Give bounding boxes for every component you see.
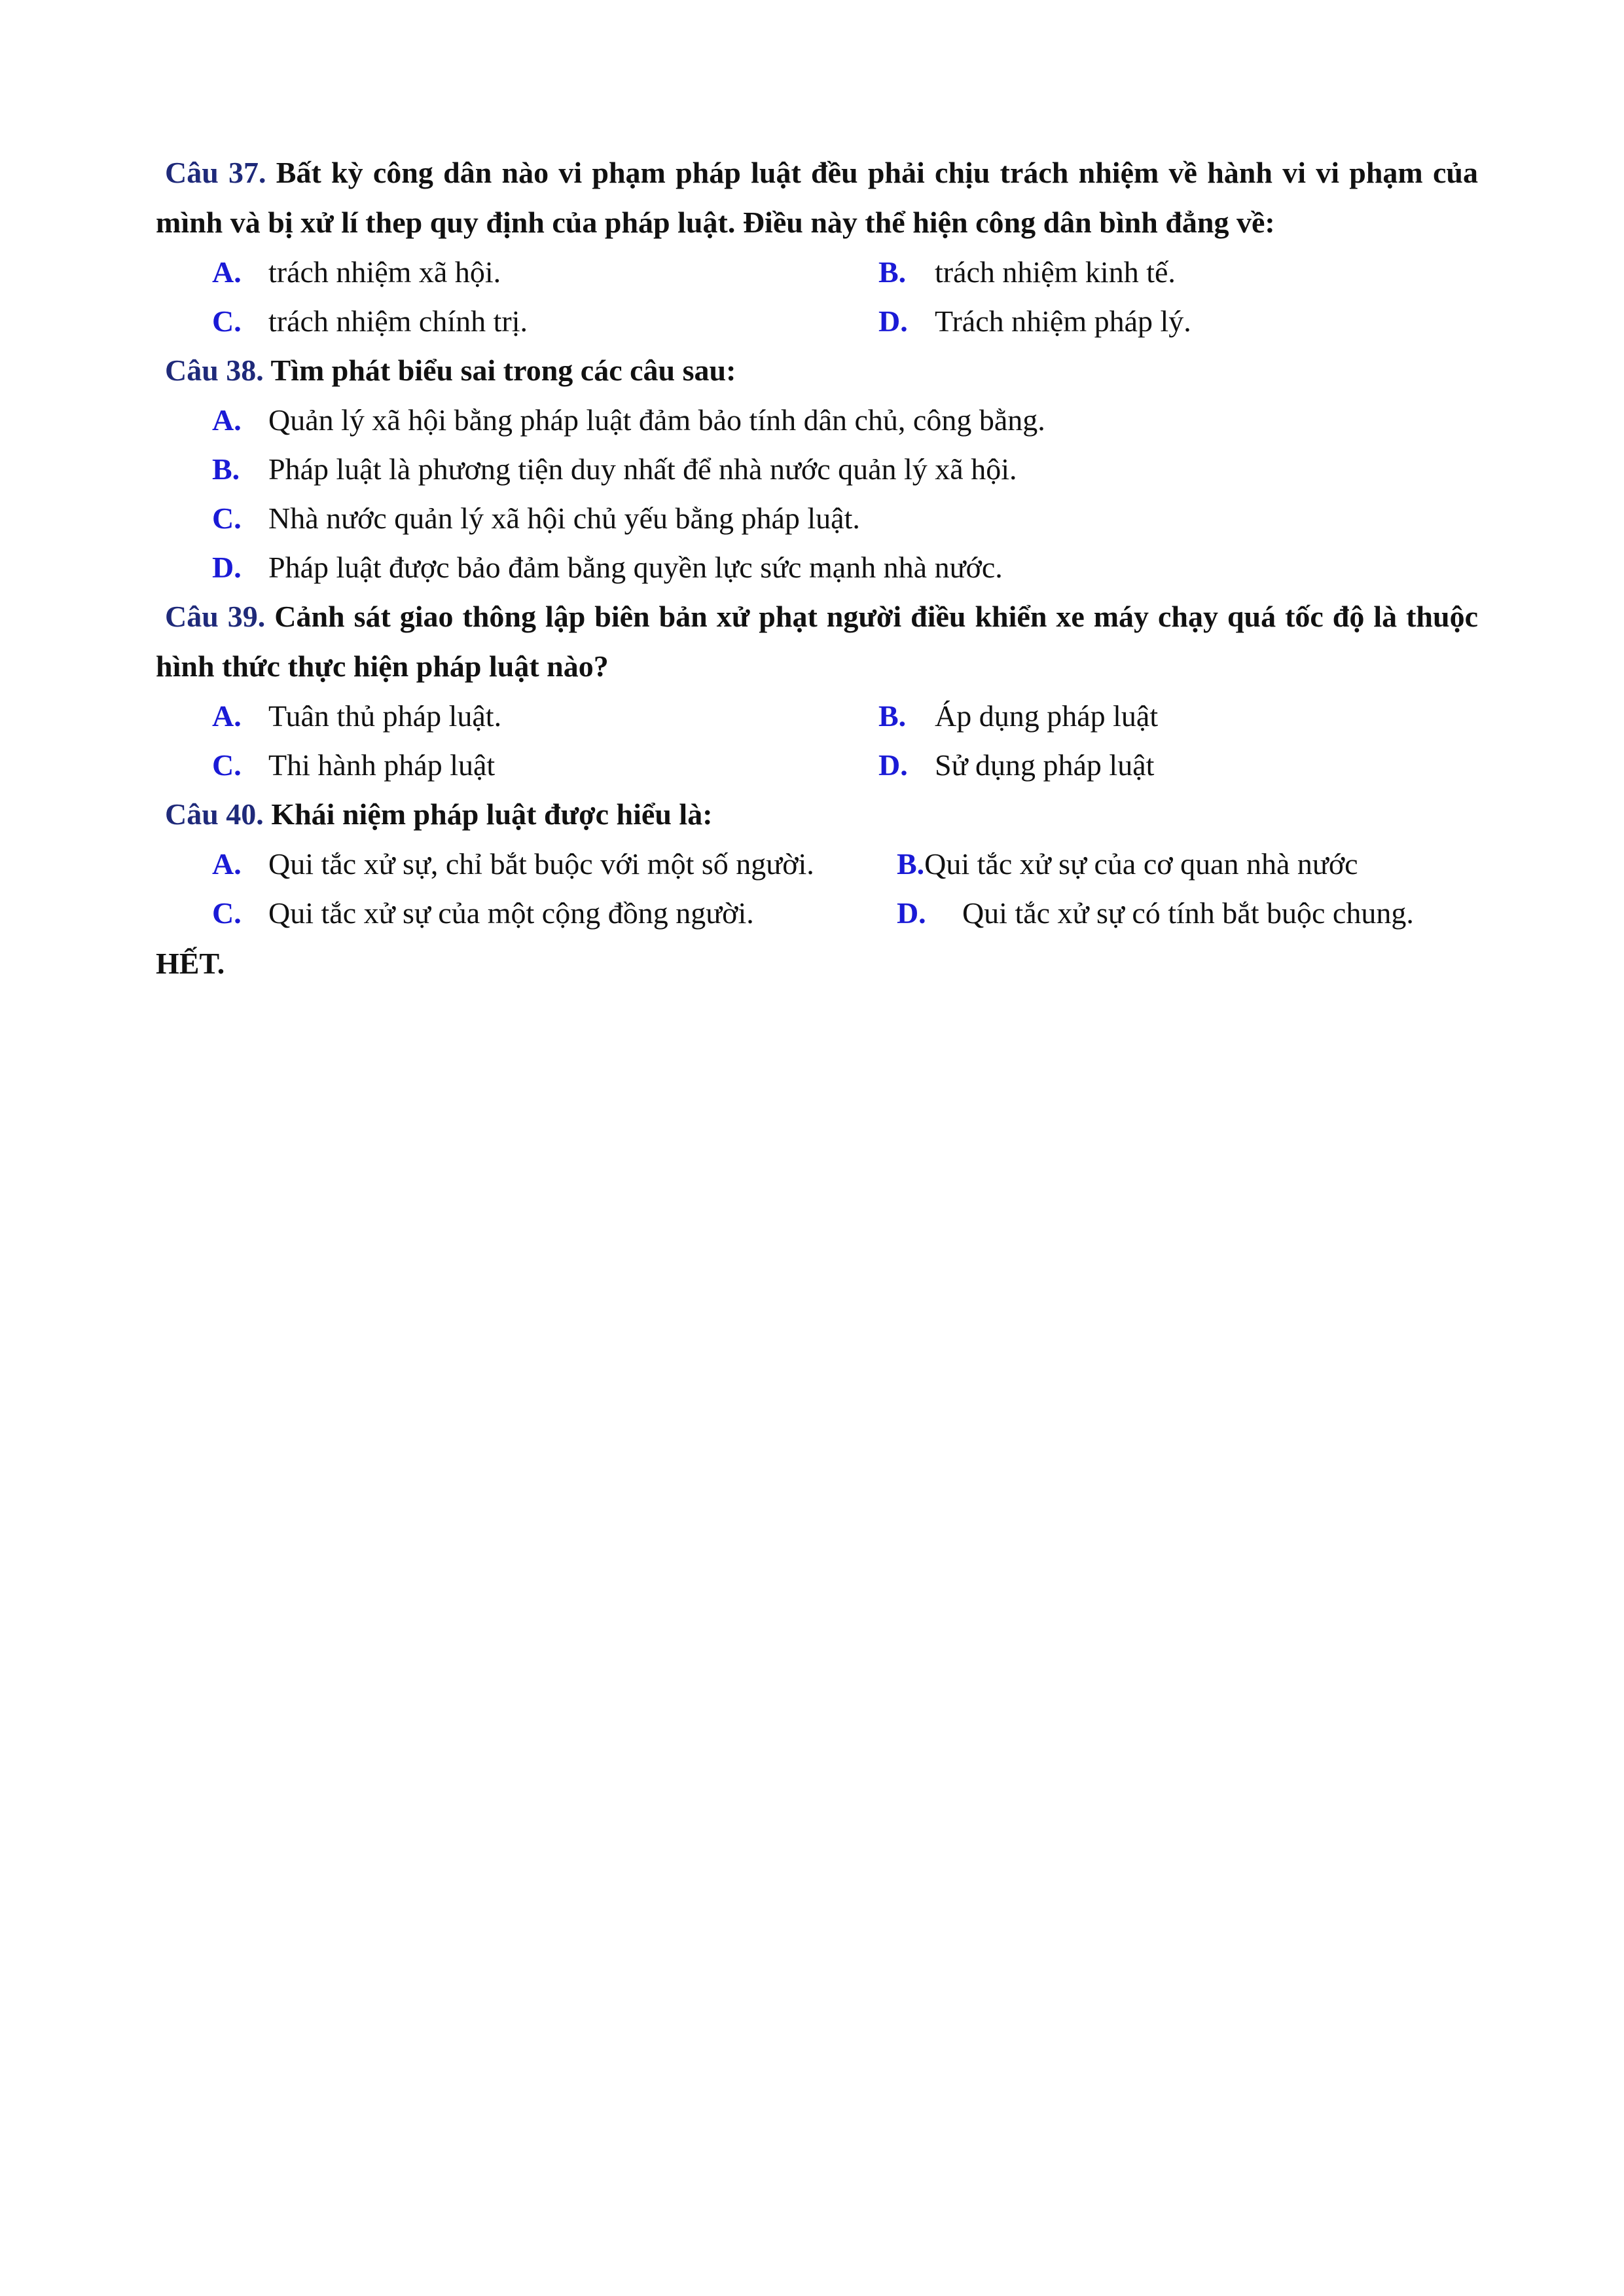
option-a[interactable] [212,403,1045,437]
option-letter: D. [896,896,926,930]
option-letter: A. [212,403,242,437]
question-header [156,346,1478,395]
option-row [156,395,1478,445]
option-a[interactable] [212,255,878,289]
option-letter: A. [212,255,242,289]
option-text: Quản lý xã hội bằng pháp luật đảm bảo tính dân chủ, công bằng. [268,403,1045,437]
option-letter: B. [212,452,240,486]
question-header [156,790,1478,839]
option-text: trách nhiệm xã hội. [268,255,501,289]
option-d[interactable] [897,896,1478,930]
option-c[interactable] [212,304,878,338]
question-text: Tìm phát biểu sai trong các câu sau: [270,354,736,387]
option-text: Qui tắc xử sự có tính bắt buộc chung. [962,896,1414,930]
option-row [156,247,1478,297]
question-text: Khái niệm pháp luật được hiểu là: [271,797,713,831]
option-text: Trách nhiệm pháp lý. [935,304,1191,338]
option-letter: A. [212,847,242,881]
option-b[interactable] [878,255,1468,289]
option-c[interactable] [212,501,860,536]
option-text: Tuân thủ pháp luật. [268,699,502,733]
option-d[interactable] [212,550,1003,585]
option-row [156,740,1478,790]
option-text: Nhà nước quản lý xã hội chủ yếu bằng pháp luật. [268,501,860,535]
option-letter: C. [212,896,242,930]
option-letter: C. [212,501,242,535]
option-text: Thi hành pháp luật [268,748,496,782]
option-row [156,888,1478,938]
option-text: Qui tắc xử sự của cơ quan nhà nước [924,847,1358,881]
option-text: trách nhiệm chính trị. [268,304,528,338]
question-header [156,592,1478,691]
option-letter: D. [878,748,908,782]
option-a[interactable] [212,699,878,733]
option-row [156,543,1478,592]
question-text: Bất kỳ công dân nào vi phạm pháp luật đều phải chịu trách nhiệm về hành vi vi phạm của mình và bị xử lí thep quy định của pháp luật. Điều này thể hiện công dân bình đẳng về: [156,156,1478,239]
option-text: Sử dụng pháp luật [935,748,1155,782]
option-row [156,494,1478,543]
option-letter: B. [878,699,907,733]
question-number: Câu 40. [165,797,264,831]
option-b[interactable] [212,452,1017,486]
option-letter: A. [212,699,242,733]
option-letter: C. [212,748,242,782]
option-letter: D. [212,551,242,584]
option-letter: B. [896,847,925,881]
question-number: Câu 37. [165,156,266,189]
end-marker: HẾT. [156,947,225,980]
question-header [156,148,1478,247]
option-letter: D. [878,304,908,338]
question-text: Cảnh sát giao thông lập biên bản xử phạt người điều khiển xe máy chạy quá tốc độ là thuộc hình thức thực hiện pháp luật nào? [156,600,1478,683]
option-b[interactable] [897,847,1478,881]
option-b[interactable] [878,699,1468,733]
option-text: trách nhiệm kinh tế. [935,255,1176,289]
option-row [156,297,1478,346]
question-number: Câu 38. [165,354,264,387]
option-text: Pháp luật được bảo đảm bằng quyền lực sức mạnh nhà nước. [268,551,1003,584]
option-a[interactable] [212,847,897,881]
option-letter: B. [878,255,907,289]
option-text: Áp dụng pháp luật [935,699,1159,733]
option-d[interactable] [878,748,1468,782]
option-text: Pháp luật là phương tiện duy nhất để nhà nước quản lý xã hội. [268,452,1017,486]
question-number: Câu 39. [165,600,266,633]
option-c[interactable] [212,896,897,930]
question-38 [156,346,1478,592]
option-letter: C. [212,304,242,338]
option-row [156,691,1478,740]
option-row [156,839,1478,888]
question-list [156,148,1478,989]
question-40 [156,790,1478,938]
option-text: Qui tắc xử sự, chỉ bắt buộc với một số người. [268,847,814,881]
option-d[interactable] [878,304,1468,338]
option-row [156,445,1478,494]
option-text: Qui tắc xử sự của một cộng đồng người. [268,896,754,930]
question-37 [156,148,1478,346]
question-39 [156,592,1478,790]
option-c[interactable] [212,748,878,782]
